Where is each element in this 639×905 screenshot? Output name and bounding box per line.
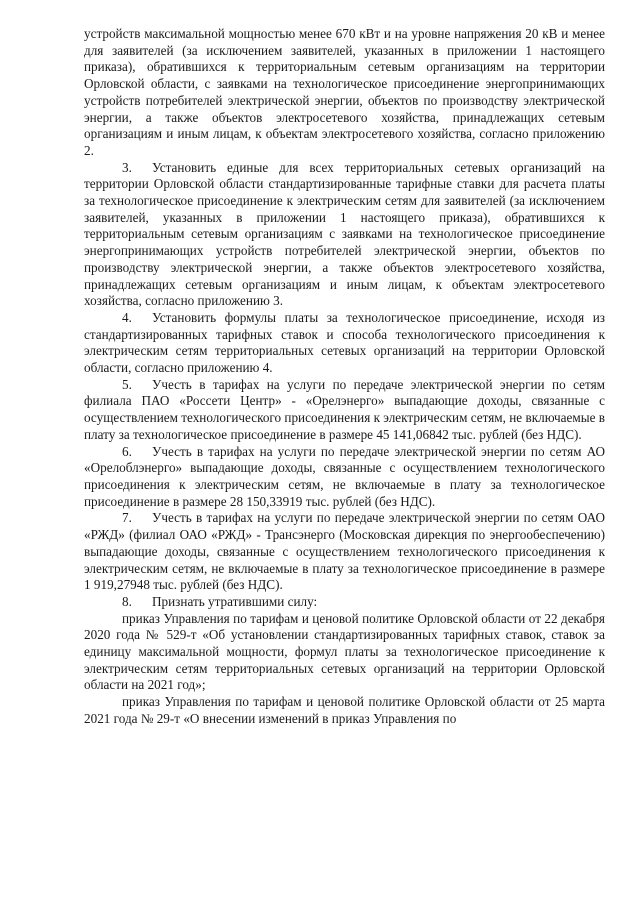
paragraph-8 — [84, 594, 605, 611]
paragraph-continuation: устройств максимальной мощностью менее 670 кВт и на уровне напряжения 20 кВ и менее для заявителей (за исключением заявителей, указанных в приложении 1 настоящего приказа), обратившихся к территориальным сетевым организациям на территории Орловской области, с заявками на технологическое присоединение энергопринимающих устройств потребителей электрической энергии, объектов по производству электрической энергии, а также объектов электросетевого хозяйства, принадлежащих сетевым организациям и иным лицам, к объектам электросетевого хозяйства, согласно приложению 2. — [84, 26, 605, 158]
paragraph-text: Установить формулы платы за технологическое присоединение, исходя из стандартизированных тарифных ставок и способа технологического присоединения к электрическим сетям территориальных сетевых организаций на территории Орловской области, согласно приложению 4. — [84, 309, 605, 376]
paragraph-number: 8. — [122, 593, 132, 609]
paragraph-number: 5. — [122, 376, 132, 392]
paragraph-number: 6. — [122, 443, 132, 459]
paragraph-text: Установить единые для всех территориальных сетевых организаций на территории Орловской области стандартизированные тарифные ставки для расчета платы за технологическое присоединение к электрическим сетям для заявителей (за исключением заявителей, указанных в приложении 1 настоящего приказа), обратившихся к территориальным сетевым организациям с заявками на технологическое присоединение энергопринимающих устройств потребителей электрической энергии, объектов по производству электрической энергии, а также объектов электросетевого хозяйства, принадлежащих сетевым организациям и иным лицам, к объектам электросетевого хозяйства, согласно приложению 3. — [84, 159, 605, 309]
paragraph-4 — [84, 310, 605, 377]
paragraph-3 — [84, 160, 605, 310]
paragraph-number: 3. — [122, 159, 132, 175]
paragraph-text: Признать утратившими силу: — [152, 593, 318, 609]
document-page — [84, 26, 605, 728]
paragraph-7 — [84, 510, 605, 594]
paragraph-text: Учесть в тарифах на услуги по передаче электрической энергии по сетям филиала ПАО «Россети Центр» - «Орелэнерго» выпадающие доходы, связанные с осуществлением технологического присоединения к электрическим сетям, не включаемые в плату за технологическое присоединение в размере 45 141,06842 тыс. рублей (без НДС). — [84, 376, 605, 442]
paragraph-text: Учесть в тарифах на услуги по передаче электрической энергии по сетям АО «Орелоблэнерго» выпадающие доходы, связанные с осуществлением технологического присоединения к электрическим сетям, не включаемые в плату за технологическое присоединение в размере 28 150,33919 тыс. рублей (без НДС). — [84, 443, 605, 509]
paragraph-text: Учесть в тарифах на услуги по передаче электрической энергии по сетям ОАО «РЖД» (филиал ОАО «РЖД» - Трансэнерго (Московская дирекция по энергообеспечению) выпадающие доходы, связанные с осуществлением технологического присоединения к электрическим сетям, не включаемые в плату за технологическое присоединение в размере 1 919,27948 тыс. рублей (без НДС). — [84, 510, 605, 593]
repealed-order-2: приказ Управления по тарифам и ценовой политике Орловской области от 25 марта 2021 года № 29-т «О внесении изменений в приказ Управления по — [84, 694, 605, 726]
paragraph-number: 4. — [122, 309, 132, 325]
paragraph-5 — [84, 377, 605, 444]
paragraph-6 — [84, 444, 605, 511]
paragraph-number: 7. — [122, 510, 132, 526]
repealed-order-1: приказ Управления по тарифам и ценовой политике Орловской области от 22 декабря 2020 года № 529-т «Об установлении стандартизированных тарифных ставок, ставок за единицу максимальной мощности, формул платы за технологическое присоединение к электрическим сетям территориальных сетевых организаций на территории Орловской области на 2021 год»; — [84, 610, 605, 693]
